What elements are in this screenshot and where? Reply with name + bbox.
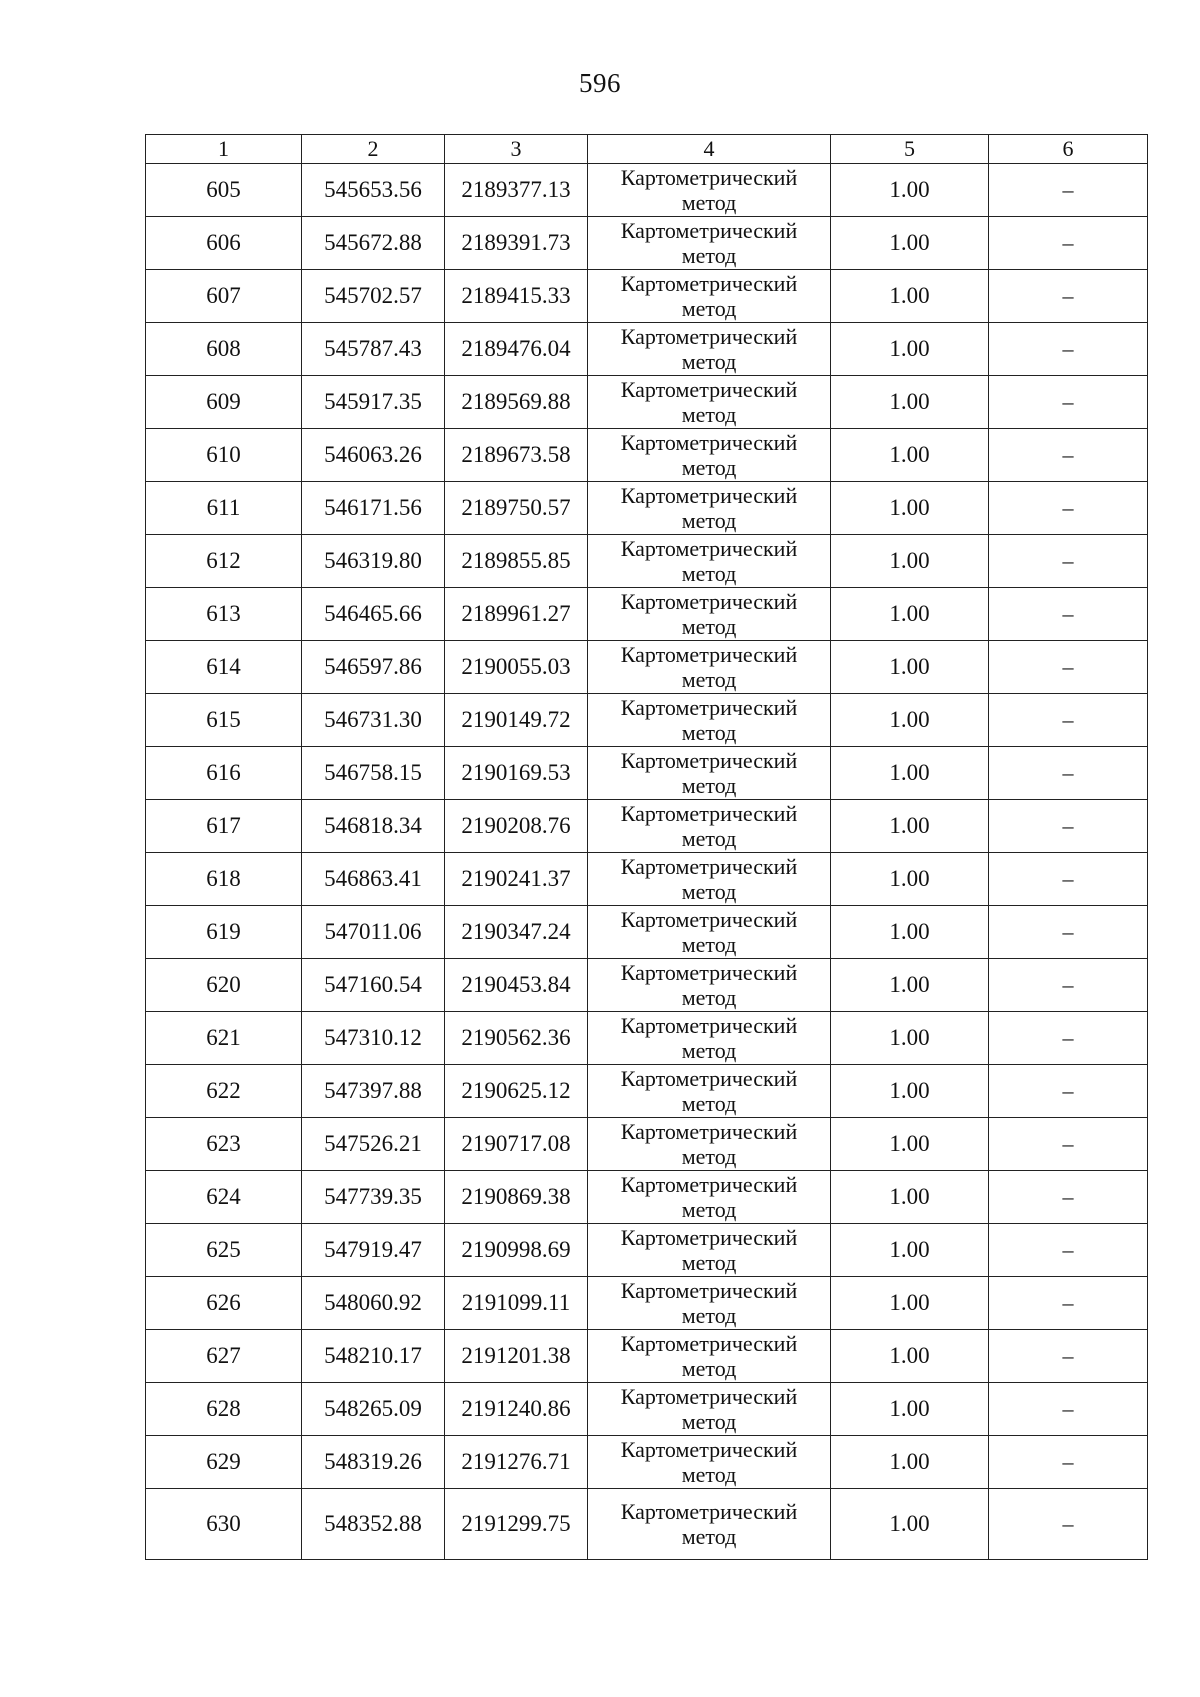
method-line-1: Картометрический (620, 430, 798, 455)
point-number-cell: 625 (146, 1224, 302, 1277)
point-number-cell: 623 (146, 1118, 302, 1171)
method-cell (588, 1224, 831, 1277)
y-coordinate-cell: 2190453.84 (445, 959, 588, 1012)
y-coordinate-cell: 2189377.13 (445, 164, 588, 217)
accuracy-cell: 1.00 (831, 694, 989, 747)
table-row (146, 747, 1148, 800)
x-coordinate-cell: 546465.66 (302, 588, 445, 641)
accuracy-cell: 1.00 (831, 1383, 989, 1436)
y-coordinate-cell: 2190241.37 (445, 853, 588, 906)
x-coordinate-cell: 545653.56 (302, 164, 445, 217)
x-coordinate-cell: 547160.54 (302, 959, 445, 1012)
note-cell: – (989, 1277, 1148, 1330)
y-coordinate-cell: 2190169.53 (445, 747, 588, 800)
accuracy-cell: 1.00 (831, 323, 989, 376)
table-row (146, 1118, 1148, 1171)
point-number-cell: 629 (146, 1436, 302, 1489)
method-cell (588, 747, 831, 800)
method-line-2: метод (681, 402, 737, 427)
x-coordinate-cell: 547919.47 (302, 1224, 445, 1277)
method-line-1: Картометрический (620, 271, 798, 296)
accuracy-cell: 1.00 (831, 1330, 989, 1383)
y-coordinate-cell: 2191099.11 (445, 1277, 588, 1330)
y-coordinate-cell: 2189476.04 (445, 323, 588, 376)
method-line-1: Картометрический (620, 1013, 798, 1038)
y-coordinate-cell: 2191240.86 (445, 1383, 588, 1436)
point-number-cell: 626 (146, 1277, 302, 1330)
point-number-cell: 620 (146, 959, 302, 1012)
accuracy-cell: 1.00 (831, 429, 989, 482)
note-cell: – (989, 270, 1148, 323)
y-coordinate-cell: 2191276.71 (445, 1436, 588, 1489)
table-row (146, 906, 1148, 959)
method-cell (588, 535, 831, 588)
method-cell (588, 1330, 831, 1383)
method-line-1: Картометрический (620, 854, 798, 879)
table-row (146, 1330, 1148, 1383)
table-row (146, 1065, 1148, 1118)
method-line-1: Картометрический (620, 377, 798, 402)
method-cell (588, 1489, 831, 1560)
coordinates-table (145, 134, 1148, 1560)
y-coordinate-cell: 2189961.27 (445, 588, 588, 641)
method-line-2: метод (681, 1091, 737, 1116)
x-coordinate-cell: 547397.88 (302, 1065, 445, 1118)
method-cell (588, 906, 831, 959)
x-coordinate-cell: 546818.34 (302, 800, 445, 853)
table-row (146, 217, 1148, 270)
point-number-cell: 609 (146, 376, 302, 429)
method-line-1: Картометрический (620, 1172, 798, 1197)
table-row (146, 1012, 1148, 1065)
x-coordinate-cell: 545917.35 (302, 376, 445, 429)
method-cell (588, 1277, 831, 1330)
method-line-2: метод (681, 561, 737, 586)
point-number-cell: 611 (146, 482, 302, 535)
method-line-1: Картометрический (620, 1119, 798, 1144)
table-row (146, 1383, 1148, 1436)
method-line-1: Картометрический (620, 483, 798, 508)
note-cell: – (989, 164, 1148, 217)
method-line-2: метод (681, 508, 737, 533)
method-cell (588, 694, 831, 747)
note-cell: – (989, 1436, 1148, 1489)
method-line-1: Картометрический (620, 1225, 798, 1250)
point-number-cell: 614 (146, 641, 302, 694)
method-cell (588, 323, 831, 376)
method-cell (588, 164, 831, 217)
note-cell: – (989, 694, 1148, 747)
table-row (146, 1224, 1148, 1277)
note-cell: – (989, 1224, 1148, 1277)
note-cell: – (989, 535, 1148, 588)
note-cell: – (989, 1171, 1148, 1224)
method-line-2: метод (681, 879, 737, 904)
method-line-1: Картометрический (620, 642, 798, 667)
y-coordinate-cell: 2190347.24 (445, 906, 588, 959)
y-coordinate-cell: 2190208.76 (445, 800, 588, 853)
point-number-cell: 617 (146, 800, 302, 853)
accuracy-cell: 1.00 (831, 1065, 989, 1118)
accuracy-cell: 1.00 (831, 376, 989, 429)
method-cell (588, 853, 831, 906)
method-line-2: метод (681, 826, 737, 851)
point-number-cell: 618 (146, 853, 302, 906)
accuracy-cell: 1.00 (831, 1012, 989, 1065)
method-line-1: Картометрический (620, 1278, 798, 1303)
method-cell (588, 1383, 831, 1436)
y-coordinate-cell: 2190625.12 (445, 1065, 588, 1118)
method-line-1: Картометрический (620, 589, 798, 614)
x-coordinate-cell: 547526.21 (302, 1118, 445, 1171)
x-coordinate-cell: 546171.56 (302, 482, 445, 535)
note-cell: – (989, 906, 1148, 959)
x-coordinate-cell: 548319.26 (302, 1436, 445, 1489)
method-line-2: метод (681, 190, 737, 215)
method-line-2: метод (681, 243, 737, 268)
method-cell (588, 1436, 831, 1489)
note-cell: – (989, 323, 1148, 376)
accuracy-cell: 1.00 (831, 853, 989, 906)
point-number-cell: 619 (146, 906, 302, 959)
method-line-2: метод (681, 614, 737, 639)
point-number-cell: 624 (146, 1171, 302, 1224)
point-number-cell: 630 (146, 1489, 302, 1560)
method-line-1: Картометрический (620, 324, 798, 349)
x-coordinate-cell: 545787.43 (302, 323, 445, 376)
point-number-cell: 628 (146, 1383, 302, 1436)
y-coordinate-cell: 2191201.38 (445, 1330, 588, 1383)
table-row (146, 270, 1148, 323)
x-coordinate-cell: 545702.57 (302, 270, 445, 323)
column-header: 5 (831, 135, 989, 164)
method-line-2: метод (681, 720, 737, 745)
method-line-2: метод (681, 1462, 737, 1487)
method-line-1: Картометрический (620, 165, 798, 190)
method-line-1: Картометрический (620, 218, 798, 243)
accuracy-cell: 1.00 (831, 217, 989, 270)
method-line-1: Картометрический (620, 1384, 798, 1409)
point-number-cell: 607 (146, 270, 302, 323)
method-line-1: Картометрический (620, 1437, 798, 1462)
method-line-1: Картометрический (620, 907, 798, 932)
accuracy-cell: 1.00 (831, 1118, 989, 1171)
method-cell (588, 1171, 831, 1224)
accuracy-cell: 1.00 (831, 641, 989, 694)
accuracy-cell: 1.00 (831, 747, 989, 800)
note-cell: – (989, 1012, 1148, 1065)
accuracy-cell: 1.00 (831, 959, 989, 1012)
accuracy-cell: 1.00 (831, 164, 989, 217)
method-cell (588, 641, 831, 694)
method-line-2: метод (681, 1250, 737, 1275)
method-line-1: Картометрический (620, 801, 798, 826)
accuracy-cell: 1.00 (831, 1489, 989, 1560)
column-header: 3 (445, 135, 588, 164)
table-row (146, 694, 1148, 747)
x-coordinate-cell: 546731.30 (302, 694, 445, 747)
x-coordinate-cell: 548210.17 (302, 1330, 445, 1383)
table-row (146, 959, 1148, 1012)
y-coordinate-cell: 2189673.58 (445, 429, 588, 482)
x-coordinate-cell: 546597.86 (302, 641, 445, 694)
point-number-cell: 608 (146, 323, 302, 376)
method-cell (588, 1118, 831, 1171)
accuracy-cell: 1.00 (831, 1224, 989, 1277)
table-row (146, 164, 1148, 217)
y-coordinate-cell: 2190562.36 (445, 1012, 588, 1065)
x-coordinate-cell: 547739.35 (302, 1171, 445, 1224)
y-coordinate-cell: 2189750.57 (445, 482, 588, 535)
point-number-cell: 616 (146, 747, 302, 800)
table-row (146, 641, 1148, 694)
table-row (146, 1277, 1148, 1330)
note-cell: – (989, 429, 1148, 482)
y-coordinate-cell: 2189569.88 (445, 376, 588, 429)
method-line-2: метод (681, 1038, 737, 1063)
point-number-cell: 627 (146, 1330, 302, 1383)
accuracy-cell: 1.00 (831, 482, 989, 535)
method-cell (588, 959, 831, 1012)
method-line-2: метод (681, 1197, 737, 1222)
x-coordinate-cell: 547310.12 (302, 1012, 445, 1065)
note-cell: – (989, 1065, 1148, 1118)
table-row (146, 800, 1148, 853)
table-row (146, 323, 1148, 376)
y-coordinate-cell: 2189855.85 (445, 535, 588, 588)
method-line-1: Картометрический (620, 1331, 798, 1356)
note-cell: – (989, 853, 1148, 906)
column-header: 4 (588, 135, 831, 164)
x-coordinate-cell: 548060.92 (302, 1277, 445, 1330)
table-row (146, 588, 1148, 641)
method-line-1: Картометрический (620, 960, 798, 985)
note-cell: – (989, 747, 1148, 800)
x-coordinate-cell: 548265.09 (302, 1383, 445, 1436)
method-line-2: метод (681, 1303, 737, 1328)
method-line-2: метод (681, 1409, 737, 1434)
method-cell (588, 1065, 831, 1118)
accuracy-cell: 1.00 (831, 588, 989, 641)
method-cell (588, 429, 831, 482)
note-cell: – (989, 641, 1148, 694)
y-coordinate-cell: 2191299.75 (445, 1489, 588, 1560)
table-row (146, 1171, 1148, 1224)
point-number-cell: 615 (146, 694, 302, 747)
table-row (146, 1436, 1148, 1489)
accuracy-cell: 1.00 (831, 800, 989, 853)
y-coordinate-cell: 2189415.33 (445, 270, 588, 323)
method-line-2: метод (681, 1144, 737, 1169)
page-number: 596 (579, 68, 621, 98)
table-body (146, 164, 1148, 1560)
method-cell (588, 217, 831, 270)
note-cell: – (989, 1383, 1148, 1436)
point-number-cell: 621 (146, 1012, 302, 1065)
method-cell (588, 588, 831, 641)
table-row (146, 376, 1148, 429)
method-line-1: Картометрический (620, 748, 798, 773)
method-cell (588, 376, 831, 429)
accuracy-cell: 1.00 (831, 906, 989, 959)
column-header: 1 (146, 135, 302, 164)
method-line-2: метод (681, 296, 737, 321)
x-coordinate-cell: 548352.88 (302, 1489, 445, 1560)
note-cell: – (989, 800, 1148, 853)
method-cell (588, 482, 831, 535)
x-coordinate-cell: 546758.15 (302, 747, 445, 800)
note-cell: – (989, 376, 1148, 429)
method-line-2: метод (681, 932, 737, 957)
y-coordinate-cell: 2190869.38 (445, 1171, 588, 1224)
method-line-2: метод (681, 1524, 737, 1549)
note-cell: – (989, 482, 1148, 535)
method-line-2: метод (681, 985, 737, 1010)
method-line-2: метод (681, 667, 737, 692)
point-number-cell: 606 (146, 217, 302, 270)
x-coordinate-cell: 546063.26 (302, 429, 445, 482)
note-cell: – (989, 959, 1148, 1012)
method-cell (588, 800, 831, 853)
table-row (146, 853, 1148, 906)
method-line-1: Картометрический (620, 695, 798, 720)
point-number-cell: 622 (146, 1065, 302, 1118)
note-cell: – (989, 1489, 1148, 1560)
column-header: 6 (989, 135, 1148, 164)
table-row (146, 1489, 1148, 1560)
method-cell (588, 1012, 831, 1065)
method-cell (588, 270, 831, 323)
x-coordinate-cell: 547011.06 (302, 906, 445, 959)
point-number-cell: 612 (146, 535, 302, 588)
accuracy-cell: 1.00 (831, 270, 989, 323)
table-row (146, 535, 1148, 588)
accuracy-cell: 1.00 (831, 535, 989, 588)
y-coordinate-cell: 2190998.69 (445, 1224, 588, 1277)
header-row (146, 135, 1148, 164)
point-number-cell: 605 (146, 164, 302, 217)
x-coordinate-cell: 546319.80 (302, 535, 445, 588)
note-cell: – (989, 1118, 1148, 1171)
y-coordinate-cell: 2190149.72 (445, 694, 588, 747)
accuracy-cell: 1.00 (831, 1277, 989, 1330)
accuracy-cell: 1.00 (831, 1171, 989, 1224)
method-line-1: Картометрический (620, 1066, 798, 1091)
y-coordinate-cell: 2190717.08 (445, 1118, 588, 1171)
note-cell: – (989, 588, 1148, 641)
table-row (146, 482, 1148, 535)
column-header: 2 (302, 135, 445, 164)
accuracy-cell: 1.00 (831, 1436, 989, 1489)
method-line-1: Картометрический (620, 536, 798, 561)
method-line-1: Картометрический (620, 1499, 798, 1524)
table-row (146, 429, 1148, 482)
y-coordinate-cell: 2190055.03 (445, 641, 588, 694)
point-number-cell: 610 (146, 429, 302, 482)
y-coordinate-cell: 2189391.73 (445, 217, 588, 270)
method-line-2: метод (681, 773, 737, 798)
method-line-2: метод (681, 1356, 737, 1381)
x-coordinate-cell: 545672.88 (302, 217, 445, 270)
note-cell: – (989, 217, 1148, 270)
point-number-cell: 613 (146, 588, 302, 641)
note-cell: – (989, 1330, 1148, 1383)
x-coordinate-cell: 546863.41 (302, 853, 445, 906)
method-line-2: метод (681, 455, 737, 480)
method-line-2: метод (681, 349, 737, 374)
